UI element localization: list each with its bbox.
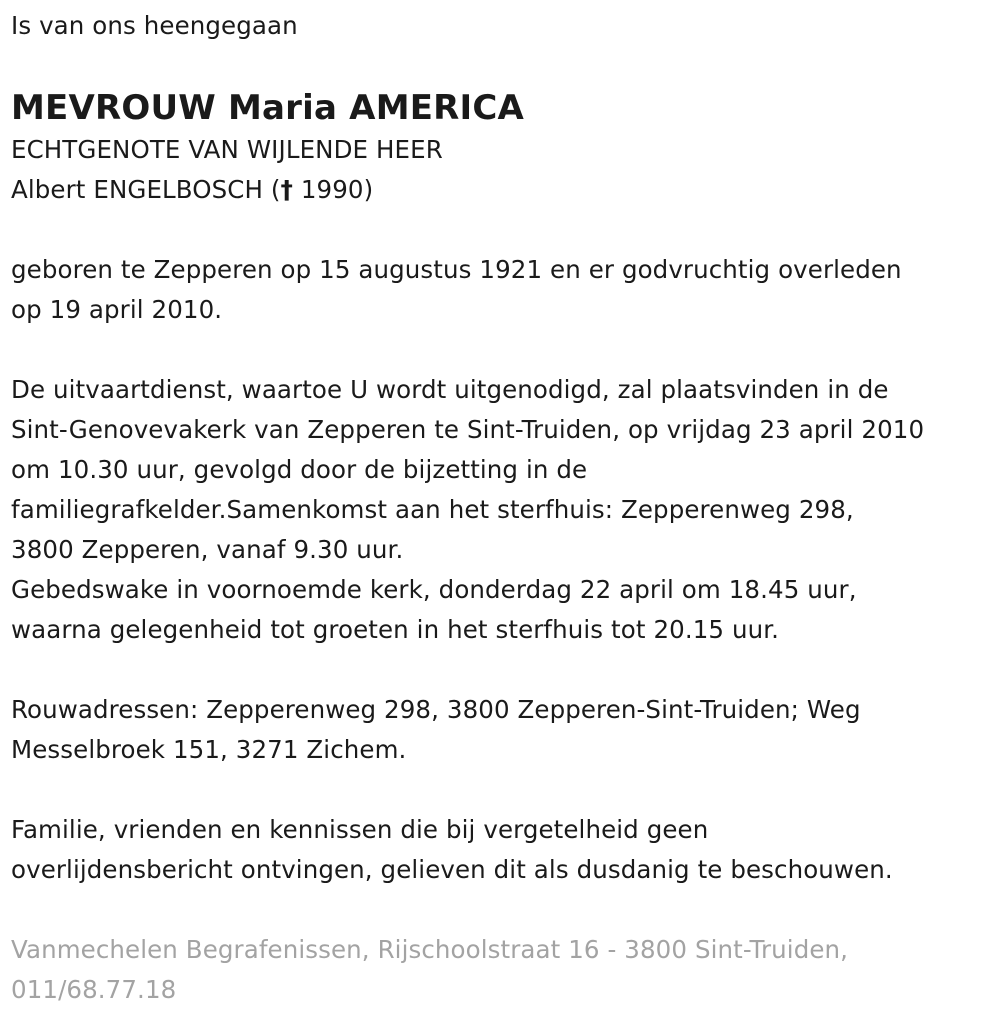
address-line: Messelbroek 151, 3271 Zichem.	[11, 735, 407, 764]
obituary-notice	[11, 0, 996, 1010]
spouse-name-line	[11, 170, 996, 210]
intro-text: Is van ons heengegaan	[11, 11, 298, 40]
funeral-home-footer	[11, 930, 996, 1010]
service-line: 3800 Zepperen, vanaf 9.30 uur.	[11, 535, 404, 564]
funeral-home-phone: 011/68.77.18	[11, 975, 177, 1004]
service-line: om 10.30 uur, gevolgd door de bijzetting in de	[11, 455, 588, 484]
service-paragraph	[11, 370, 996, 650]
wake-line: waarna gelegenheid tot groeten in het sterfhuis tot 20.15 uur.	[11, 615, 780, 644]
cross-icon: †	[280, 175, 293, 204]
wake-line: Gebedswake in voornoemde kerk, donderdag 22 april om 18.45 uur,	[11, 575, 857, 604]
spacer	[11, 770, 996, 810]
spouse-title: ECHTGENOTE VAN WIJLENDE HEER	[11, 135, 443, 164]
deceased-name: MEVROUW Maria AMERICA	[11, 88, 525, 128]
spacer	[11, 210, 996, 250]
spacer	[11, 650, 996, 690]
service-line: Sint-Genovevakerk van Zepperen te Sint-Truiden, op vrijdag 23 april 2010	[11, 415, 925, 444]
family-paragraph	[11, 810, 996, 890]
address-line: Rouwadressen: Zepperenweg 298, 3800 Zepperen-Sint-Truiden; Weg	[11, 695, 861, 724]
spacer	[11, 890, 996, 930]
service-line: De uitvaartdienst, waartoe U wordt uitgenodigd, zal plaatsvinden in de	[11, 375, 889, 404]
family-line: Familie, vrienden en kennissen die bij vergetelheid geen	[11, 815, 709, 844]
birth-line: geboren te Zepperen op 15 augustus 1921 en er godvruchtig overleden	[11, 255, 902, 284]
service-line: familiegrafkelder.Samenkomst aan het sterfhuis: Zepperenweg 298,	[11, 495, 854, 524]
birth-death-paragraph	[11, 250, 996, 330]
spouse-death-year: 1990)	[292, 175, 374, 204]
death-line: op 19 april 2010.	[11, 295, 223, 324]
addresses-paragraph	[11, 690, 996, 770]
family-line: overlijdensbericht ontvingen, gelieven dit als dusdanig te beschouwen.	[11, 855, 893, 884]
spouse-block	[11, 130, 996, 210]
spouse-name: Albert ENGELBOSCH (	[11, 175, 281, 204]
spacer	[11, 330, 996, 370]
funeral-home-address: Vanmechelen Begrafenissen, Rijschoolstraat 16 - 3800 Sint-Truiden,	[11, 935, 849, 964]
